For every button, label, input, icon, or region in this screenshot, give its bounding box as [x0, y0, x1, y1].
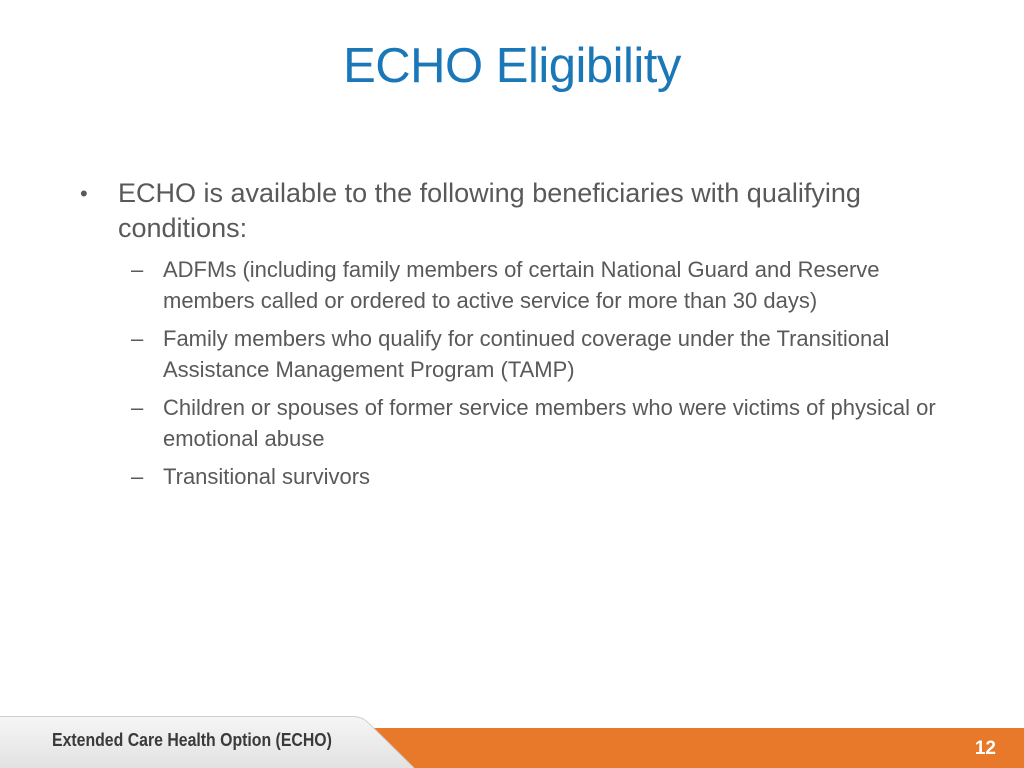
- bullet-marker: •: [80, 181, 88, 206]
- sub-bullet-item: [78, 461, 958, 492]
- bullet-item: [78, 176, 958, 246]
- slide-title: ECHO Eligibility: [343, 39, 681, 93]
- sub-bullet-text: ADFMs (including family members of certain National Guard and Reserve members called or ordered to active service for more than 30 days): [163, 257, 880, 313]
- sub-bullet-item: [78, 323, 958, 385]
- slide-body: [78, 176, 958, 499]
- sub-bullet-text: Children or spouses of former service members who were victims of physical or emotional abuse: [163, 395, 936, 451]
- sub-bullet-item: [78, 254, 958, 316]
- bullet-text: ECHO is available to the following beneficiaries with qualifying conditions:: [118, 178, 861, 243]
- sub-bullet-text: Transitional survivors: [163, 464, 371, 489]
- dash-marker: –: [131, 326, 144, 351]
- dash-marker: –: [131, 464, 144, 489]
- footer: [0, 716, 1024, 768]
- sub-bullet-item: [78, 392, 958, 454]
- dash-marker: –: [131, 257, 144, 282]
- footer-program-name: Extended Care Health Option (ECHO): [52, 730, 332, 750]
- sub-bullet-list: [78, 254, 958, 492]
- dash-marker: –: [131, 395, 144, 420]
- sub-bullet-text: Family members who qualify for continued coverage under the Transitional Assistance Management Program (TAMP): [163, 326, 890, 382]
- page-number: 12: [974, 738, 996, 759]
